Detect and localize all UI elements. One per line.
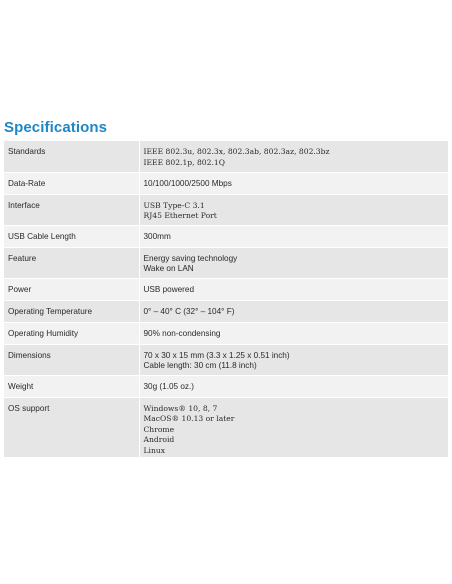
spec-label: Feature — [4, 247, 139, 278]
spec-row-usb-cable-length — [4, 225, 448, 247]
spec-value — [139, 278, 448, 300]
spec-value — [139, 141, 448, 172]
spec-row-dimensions — [4, 344, 448, 375]
spec-value-line: 90% non-condensing — [143, 328, 221, 338]
spec-value — [139, 300, 448, 322]
spec-value-line: MacOS® 10.13 or later — [143, 414, 235, 423]
spec-label: Dimensions — [4, 344, 139, 375]
spec-row-operating-temperature — [4, 300, 448, 322]
spec-value-line: 30g (1.05 oz.) — [143, 381, 195, 391]
spec-row-data-rate — [4, 172, 448, 194]
spec-row-standards — [4, 141, 448, 172]
spec-value-line: RJ45 Ethernet Port — [143, 211, 217, 220]
spec-value-line: Linux — [143, 445, 166, 455]
spec-value-line: IEEE 802.1p, 802.1Q — [143, 157, 225, 167]
spec-value-line: 10/100/1000/2500 Mbps — [143, 178, 232, 188]
spec-row-weight — [4, 375, 448, 397]
spec-value-line: Wake on LAN — [143, 264, 194, 273]
spec-row-feature — [4, 247, 448, 278]
spec-value-line: IEEE 802.3u, 802.3x, 802.3ab, 802.3az, 802.3bz — [143, 147, 330, 156]
spec-value — [139, 397, 448, 457]
spec-value-line: 0° – 40° C (32° – 104° F) — [143, 306, 235, 316]
spec-value — [139, 225, 448, 247]
spec-value-line: USB Type-C 3.1 — [143, 200, 205, 210]
spec-value — [139, 375, 448, 397]
spec-label: OS support — [4, 397, 139, 457]
spec-value — [139, 194, 448, 225]
spec-row-interface — [4, 194, 448, 225]
spec-value-line: 300mm — [143, 231, 171, 241]
spec-value — [139, 172, 448, 194]
spec-value-line: Chrome — [143, 424, 175, 434]
spec-value — [139, 344, 448, 375]
spec-row-power — [4, 278, 448, 300]
spec-value-line: Energy saving technology — [143, 253, 238, 263]
spec-row-os-support — [4, 397, 448, 457]
spec-label: Interface — [4, 194, 139, 225]
spec-value-line: 70 x 30 x 15 mm (3.3 x 1.25 x 0.51 inch) — [143, 350, 290, 360]
spec-label: Operating Humidity — [4, 322, 139, 344]
spec-value-line: Cable length: 30 cm (11.8 inch) — [143, 361, 257, 370]
spec-value — [139, 322, 448, 344]
spec-label: Power — [4, 278, 139, 300]
spec-label: USB Cable Length — [4, 225, 139, 247]
spec-label: Operating Temperature — [4, 300, 139, 322]
spec-label: Standards — [4, 141, 139, 172]
spec-label: Data-Rate — [4, 172, 139, 194]
spec-value-line: Android — [143, 435, 175, 444]
page-title: Specifications — [4, 119, 108, 136]
spec-label: Weight — [4, 375, 139, 397]
specifications-table — [4, 141, 448, 458]
spec-row-operating-humidity — [4, 322, 448, 344]
spec-value-line: USB powered — [143, 284, 195, 294]
spec-value — [139, 247, 448, 278]
spec-value-line: Windows® 10, 8, 7 — [143, 403, 218, 413]
